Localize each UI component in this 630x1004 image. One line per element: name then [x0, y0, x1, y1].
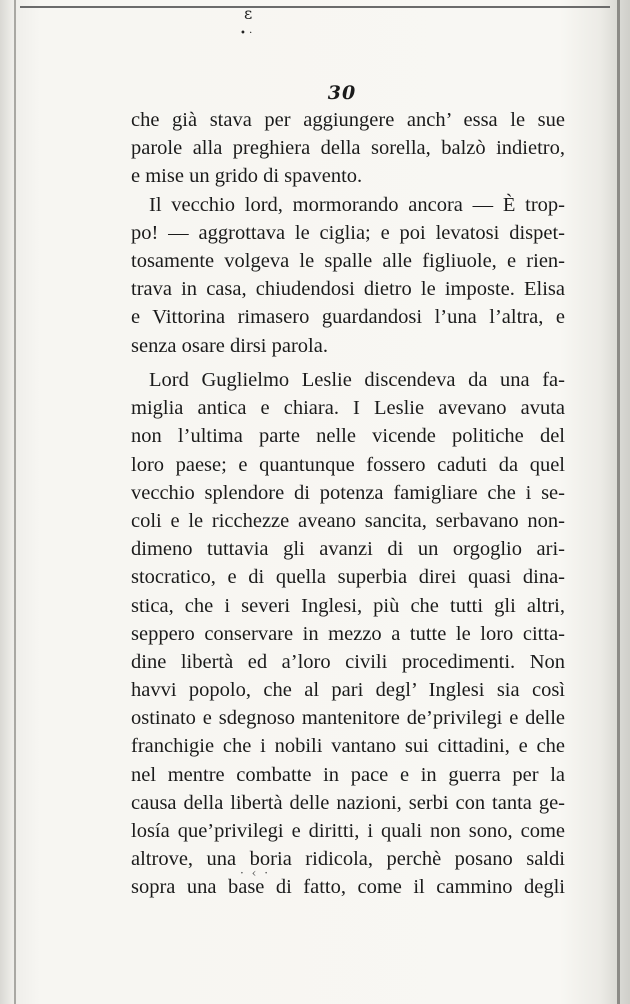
text-block-main: [131, 366, 565, 902]
stray-mark: · ‹ ·: [240, 866, 271, 880]
text-line: e Vittorina rimasero guardandosi l’una l’altra, e: [131, 306, 565, 329]
text-line: sopra una base di fatto, come il cammino degli: [131, 876, 565, 899]
text-line: non l’ultima parte nelle vicende politiche del: [131, 425, 565, 448]
text-line: dine libertà ed a’loro civili procedimenti. Non: [131, 650, 565, 673]
text-line: Il vecchio lord, mormorando ancora — È trop-: [149, 193, 565, 216]
text-line: tosamente volgeva le spalle alle figliuole, e rien-: [131, 249, 565, 272]
text-line: altrove, una boria ridicola, perchè posano saldi: [131, 848, 565, 871]
top-rule: [20, 6, 610, 8]
text-line: po! — aggrottava le ciglia; e poi levatosi dispet-: [131, 221, 565, 244]
text-line: stica, che i severi Inglesi, più che tutti gli altri,: [131, 594, 565, 617]
left-page-edge: [14, 0, 16, 1004]
ornament-mark: ɛ: [244, 4, 253, 23]
text-line: seppero conservare in mezzo a tutte le loro citta-: [131, 622, 565, 645]
ornament-dot: • ·: [240, 28, 253, 39]
text-line: e mise un grido di spavento.: [131, 165, 363, 188]
text-line: senza osare dirsi parola.: [131, 334, 328, 357]
text-line: Lord Guglielmo Leslie discendeva da una fa-: [149, 369, 565, 391]
text-line: coli e le ricchezze aveano sancita, serbavano non-: [131, 509, 565, 532]
text-line: trava in casa, chiudendosi dietro le imposte. Elisa: [131, 278, 565, 301]
text-line: miglia antica e chiara. I Leslie avevano avuta: [131, 397, 565, 420]
text-line: ostinato e sdegnoso mantenitore de’privilegi e delle: [131, 707, 565, 730]
text-line: stocratico, e di quella superbia direi quasi dina-: [131, 566, 565, 589]
text-line: nel mentre combatte in pace e in guerra per la: [131, 763, 565, 786]
text-line: losía que’privilegi e diritti, i quali non sono, come: [131, 820, 565, 842]
text-line: parole alla preghiera della sorella, balzò indietro,: [131, 137, 565, 160]
text-line: loro paese; e quantunque fossero caduti da quel: [131, 453, 565, 476]
text-block-top: [131, 106, 565, 360]
text-line: dimeno tuttavia gli avanzi di un orgoglio ari-: [131, 538, 565, 561]
text-line: causa della libertà delle nazioni, serbi con tanta ge-: [131, 791, 565, 814]
text-line: franchigie che i nobili vantano sui cittadini, e che: [131, 735, 565, 758]
text-line: havvi popolo, che al pari degl’ Inglesi sia così: [131, 679, 565, 702]
page-number: 30: [327, 82, 357, 104]
text-line: che già stava per aggiungere anch’ essa le sue: [131, 109, 565, 131]
text-line: vecchio splendore di potenza famigliare che i se-: [131, 481, 565, 504]
right-page-edge: [617, 0, 620, 1004]
